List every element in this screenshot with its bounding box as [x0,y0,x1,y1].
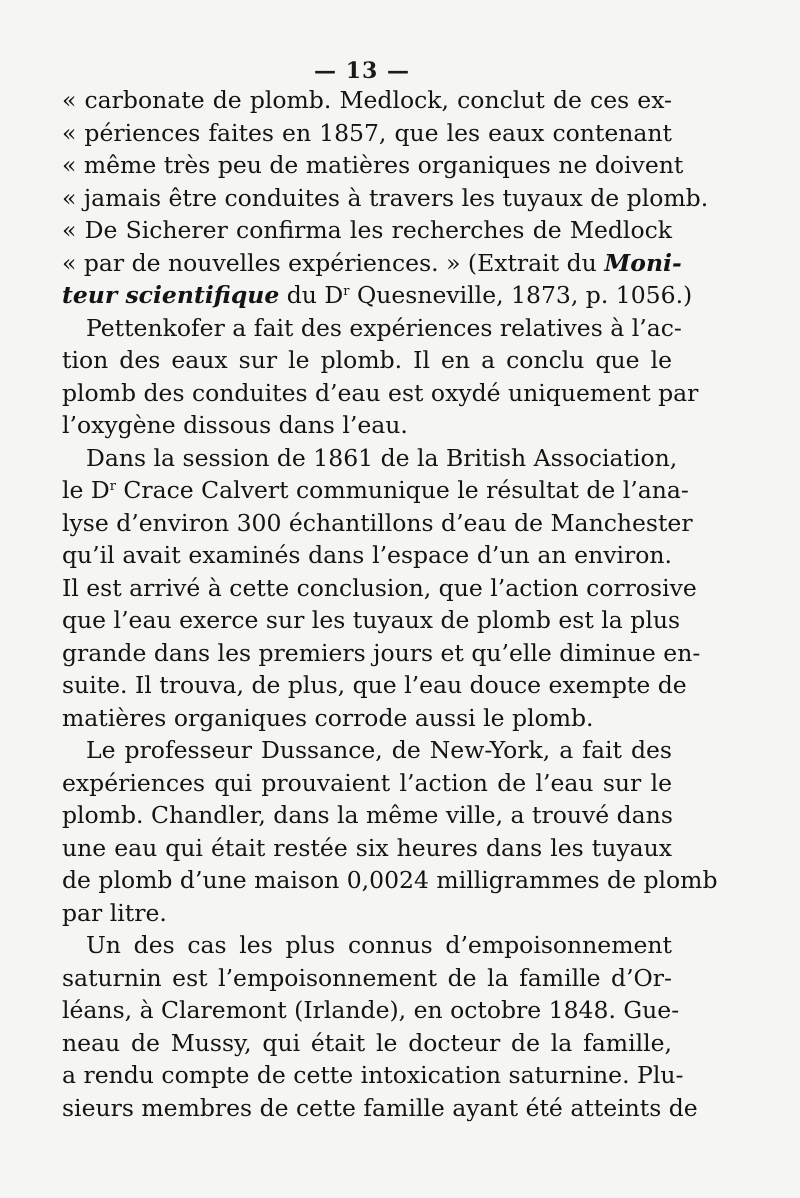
text-line: une eau qui était restée six heures dans les tuyaux [62,833,672,862]
text-line: grande dans les premiers jours et qu’elle diminue en- [62,638,701,667]
text-run: Quesneville, 1873, p. 1056.) [349,281,693,309]
text-line: Le professeur Dussance, de New-York, a fait des [86,736,672,764]
text-line: « même très peu de matières organiques ne doivent [62,151,684,179]
text-line: plomb des conduites d’eau est oxydé uniquement par [62,378,699,407]
text-line: qu’il avait examinés dans l’espace d’un an environ. [62,541,672,569]
text-run: le D [62,476,110,504]
text-line: expériences qui prouvaient l’action de l’eau sur le [62,768,672,797]
text-line: Un des cas les plus connus d’empoisonnement [86,931,672,959]
text-line: saturnin est l’empoisonnement de la famille d’Or- [62,963,672,992]
text-line: matières organiques corrode aussi le plomb. [62,703,594,732]
italic-title: teur scientifique [62,281,280,309]
text-run: du D [279,281,344,309]
text-line: sieurs membres de cette famille ayant été atteints de [62,1093,698,1122]
text-line: tion des eaux sur le plomb. Il en a conclu que le [62,346,672,374]
text-line: Il est arrivé à cette conclusion, que l’action corrosive [62,573,697,602]
text-line: Pettenkofer a fait des expériences relatives à l’ac- [86,313,682,342]
text-line: par litre. [62,898,167,927]
text-line [62,247,682,280]
text-line: a rendu compte de cette intoxication saturnine. Plu- [62,1061,684,1089]
text-line: lyse d’environ 300 échantillons d’eau de Manchester [62,508,693,537]
text-line: « jamais être conduites à travers les tuyaux de plomb. [62,183,709,212]
text-line [62,279,693,312]
text-run: Crace Calvert communique le résultat de l’ana- [115,476,689,504]
italic-title: Moni- [604,248,682,277]
text-line: suite. Il trouva, de plus, que l’eau douce exempte de [62,671,687,699]
body-text [62,84,718,1124]
text-line: « De Sicherer confirma les recherches de Medlock [62,216,672,244]
text-line: de plomb d’une maison 0,0024 milligrammes de plomb [62,866,718,894]
superscript: r [343,284,350,299]
text-line: léans, à Claremont (Irlande), en octobre 1848. Gue- [62,996,680,1024]
text-line: Dans la session de 1861 de la British Association, [86,443,678,472]
text-line: plomb. Chandler, dans la même ville, a trouvé dans [62,801,673,829]
text-line: que l’eau exerce sur les tuyaux de plomb est la plus [62,606,681,634]
text-line [62,474,689,507]
text-line: neau de Mussy, qui était le docteur de la famille, [62,1028,672,1057]
page-number: — 13 — [314,58,410,84]
text-line: « périences faites en 1857, que les eaux contenant [62,118,672,147]
superscript: r [109,479,116,494]
text-run: « par de nouvelles expériences. » (Extrait du [62,248,605,277]
text-line: l’oxygène dissous dans l’eau. [62,411,408,439]
text-line: « carbonate de plomb. Medlock, conclut de ces ex- [62,86,672,114]
